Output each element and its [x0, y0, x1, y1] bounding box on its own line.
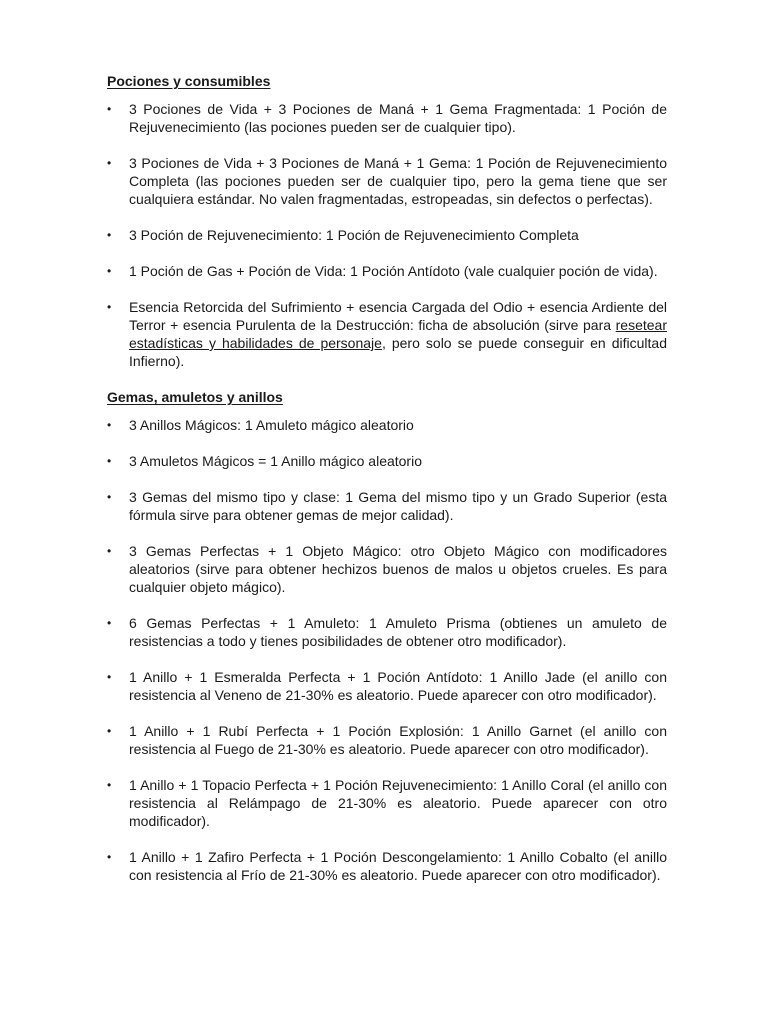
list-item [107, 416, 667, 434]
bullet-icon: • [107, 670, 112, 684]
list-item [107, 488, 667, 524]
item-text: 1 Poción de Gas + Poción de Vida: 1 Poción Antídoto (vale cualquier poción de vida). [129, 263, 658, 279]
bullet-icon: • [107, 778, 112, 792]
item-text: 3 Pociones de Vida + 3 Pociones de Maná + 1 Gema Fragmentada: 1 Poción de Rejuvenecimiento (las pociones pueden ser de cualquier tipo). [129, 101, 667, 135]
list-item [107, 100, 667, 136]
bullet-icon: • [107, 156, 112, 170]
list-item [107, 722, 667, 758]
item-text: 6 Gemas Perfectas + 1 Amuleto: 1 Amuleto Prisma (obtienes un amuleto de resistencias a todo y tienes posibilidades de obtener otro modificador). [129, 615, 667, 649]
list-item [107, 614, 667, 650]
list-item [107, 262, 667, 280]
bullet-icon: • [107, 264, 112, 278]
item-text-before: Esencia Retorcida del Sufrimiento + esencia Cargada del Odio + esencia Ardiente del Terror + esencia Purulenta de la Destrucción: ficha de absolución (sirve para [129, 299, 667, 333]
recipe-list [107, 416, 667, 884]
list-item [107, 452, 667, 470]
section-heading: Pociones y consumibles [107, 73, 271, 89]
item-text: 1 Anillo + 1 Zafiro Perfecta + 1 Poción Descongelamiento: 1 Anillo Cobalto (el anillo con resistencia al Frío de 21-30% es aleatorio. Puede aparecer con otro modificador). [129, 849, 667, 883]
bullet-icon: • [107, 228, 112, 242]
bullet-icon: • [107, 490, 112, 504]
list-item [107, 154, 667, 208]
underlined-text: resetear estadísticas y habilidades de personaje [129, 317, 667, 351]
bullet-icon: • [107, 102, 112, 116]
section-gemas [107, 388, 667, 902]
bullet-icon: • [107, 724, 112, 738]
item-text: 3 Poción de Rejuvenecimiento: 1 Poción de Rejuvenecimiento Completa [129, 227, 579, 243]
section-heading: Gemas, amuletos y anillos [107, 389, 283, 405]
section-pociones [107, 72, 667, 388]
bullet-icon: • [107, 454, 112, 468]
bullet-icon: • [107, 418, 112, 432]
item-text: 1 Anillo + 1 Esmeralda Perfecta + 1 Poción Antídoto: 1 Anillo Jade (el anillo con resistencia al Veneno de 21-30% es aleatorio. Puede aparecer con otro modificador). [129, 669, 667, 703]
item-text: 3 Amuletos Mágicos = 1 Anillo mágico aleatorio [129, 453, 422, 469]
list-item [107, 848, 667, 884]
item-text: 3 Pociones de Vida + 3 Pociones de Maná + 1 Gema: 1 Poción de Rejuvenecimiento Completa (las pociones pueden ser de cualquier tipo, pero la gema tiene que ser cualquiera estándar. No valen fragmentadas, estropeadas, sin defectos o perfectas). [129, 155, 667, 207]
list-item [107, 776, 667, 830]
item-text: 3 Gemas del mismo tipo y clase: 1 Gema del mismo tipo y un Grado Superior (esta fórmula sirve para obtener gemas de mejor calidad). [129, 489, 667, 523]
item-text: 3 Gemas Perfectas + 1 Objeto Mágico: otro Objeto Mágico con modificadores aleatorios (sirve para obtener hechizos buenos de malos u objetos crueles. Es para cualquier objeto mágico). [129, 543, 667, 595]
list-item [107, 298, 667, 370]
bullet-icon: • [107, 616, 112, 630]
item-text: 1 Anillo + 1 Rubí Perfecta + 1 Poción Explosión: 1 Anillo Garnet (el anillo con resistencia al Fuego de 21-30% es aleatorio. Puede aparecer con otro modificador). [129, 723, 667, 757]
list-item [107, 226, 667, 244]
bullet-icon: • [107, 300, 112, 314]
recipe-list [107, 100, 667, 370]
bullet-icon: • [107, 544, 112, 558]
item-text: 1 Anillo + 1 Topacio Perfecta + 1 Poción Rejuvenecimiento: 1 Anillo Coral (el anillo con resistencia al Relámpago de 21-30% es aleatorio. Puede aparecer con otro modificador). [129, 777, 667, 829]
bullet-icon: • [107, 850, 112, 864]
list-item [107, 668, 667, 704]
item-text: 3 Anillos Mágicos: 1 Amuleto mágico aleatorio [129, 417, 414, 433]
item-text-after: , pero solo se puede conseguir en dificultad Infierno). [129, 335, 667, 369]
list-item [107, 542, 667, 596]
